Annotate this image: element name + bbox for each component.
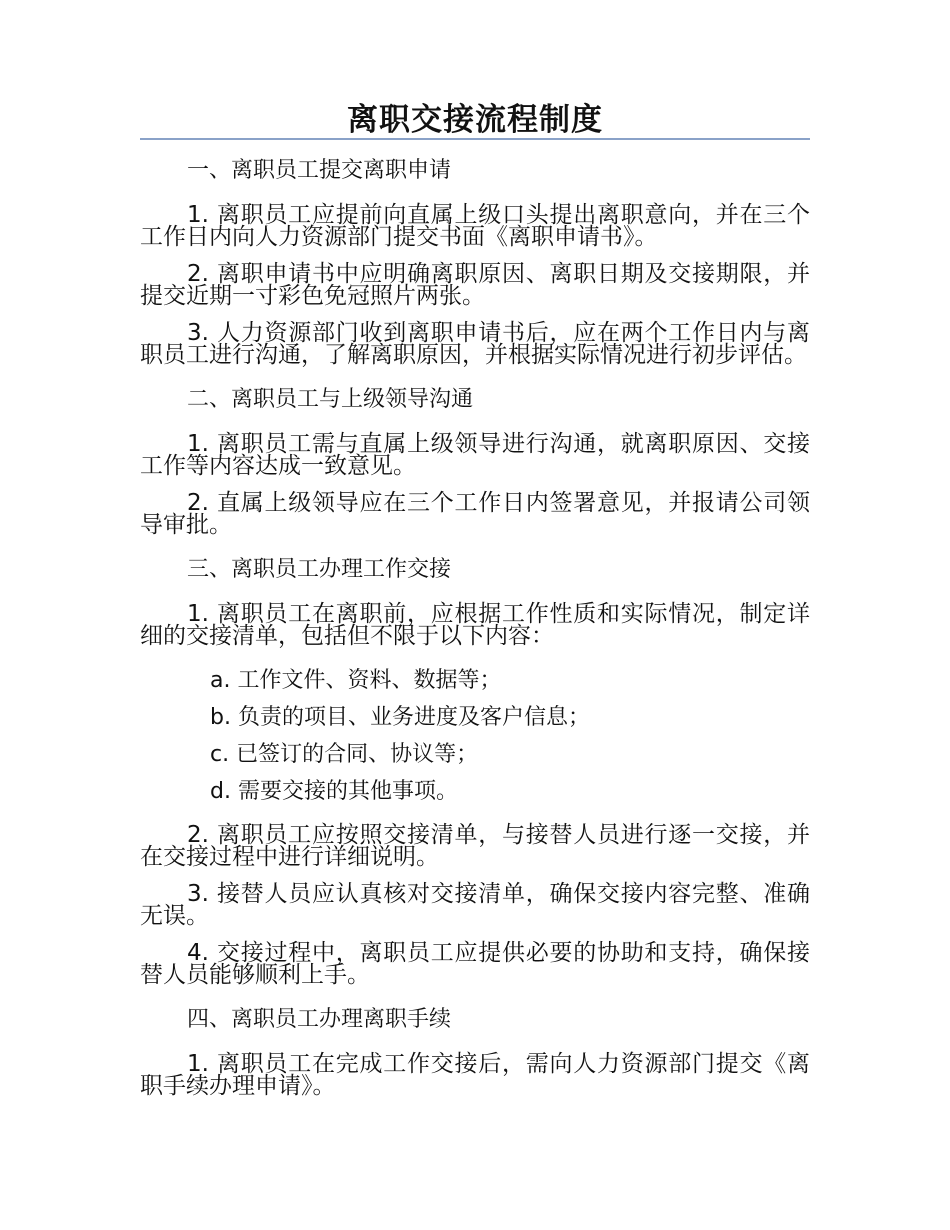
document-title: 离职交接流程制度 bbox=[347, 102, 603, 138]
section-3-paragraph-1: 1. 离职员工在离职前，应根据工作性质和实际情况，制定详细的交接清单，包括但不限于以下内容： bbox=[140, 601, 810, 649]
section-1-paragraph-3: 3. 人力资源部门收到离职申请书后，应在两个工作日内与离职员工进行沟通，了解离职原因，并根据实际情况进行初步评估。 bbox=[140, 320, 810, 368]
section-2-paragraph-1: 1. 离职员工需与直属上级领导进行沟通，就离职原因、交接工作等内容达成一致意见。 bbox=[140, 431, 810, 479]
document-body bbox=[140, 152, 810, 1112]
section-4-paragraph-1: 1. 离职员工在完成工作交接后，需向人力资源部门提交《离职手续办理申请》。 bbox=[140, 1051, 810, 1099]
section-3-paragraph-4: 4. 交接过程中，离职员工应提供必要的协助和支持，确保接替人员能够顺利上手。 bbox=[140, 940, 810, 988]
section-heading-3: 三、离职员工办理工作交接 bbox=[187, 557, 452, 582]
section-heading-2: 二、离职员工与上级领导沟通 bbox=[187, 387, 474, 412]
list-item: a. 工作文件、资料、数据等； bbox=[210, 668, 502, 693]
section-heading-4: 四、离职员工办理离职手续 bbox=[187, 1007, 452, 1032]
section-1-paragraph-2: 2. 离职申请书中应明确离职原因、离职日期及交接期限，并提交近期一寸彩色免冠照片两张。 bbox=[140, 261, 810, 309]
section-3-paragraph-2: 2. 离职员工应按照交接清单，与接替人员进行逐一交接，并在交接过程中进行详细说明。 bbox=[140, 822, 810, 870]
title-underline bbox=[140, 138, 810, 140]
list-item: b. 负责的项目、业务进度及客户信息； bbox=[210, 705, 590, 730]
list-item: d. 需要交接的其他事项。 bbox=[210, 779, 458, 804]
section-1-paragraph-1: 1. 离职员工应提前向直属上级口头提出离职意向，并在三个工作日内向人力资源部门提交书面《离职申请书》。 bbox=[140, 202, 810, 250]
list-item: c. 已签订的合同、协议等； bbox=[210, 742, 479, 767]
section-2-paragraph-2: 2. 直属上级领导应在三个工作日内签署意见，并报请公司领导审批。 bbox=[140, 490, 810, 538]
section-heading-1: 一、离职员工提交离职申请 bbox=[187, 158, 452, 183]
section-3-paragraph-3: 3. 接替人员应认真核对交接清单，确保交接内容完整、准确无误。 bbox=[140, 881, 810, 929]
